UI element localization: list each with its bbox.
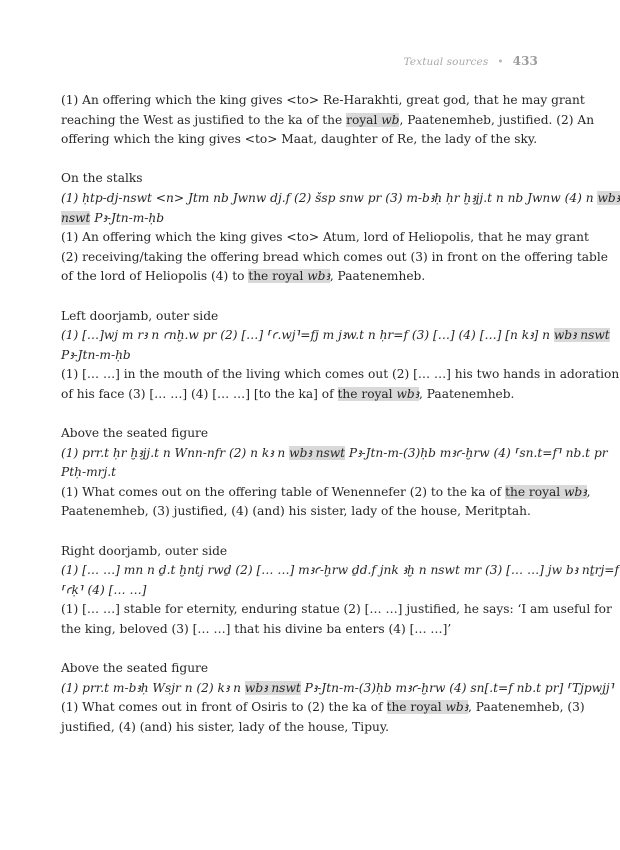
section-heading: On the stalks xyxy=(61,171,143,186)
transliteration-line xyxy=(61,189,620,209)
text-run: (1) ḥtp-dj-nswt <n> Jtm nb Jwnw dj.f (2) šsp snw pr (3) m-bꜣḥ ḥr ḫꜣjj.t n nb Jwnw (4) n xyxy=(61,190,598,205)
text-run: (1) What comes out on the offering table of Wenennefer (2) to the ka of xyxy=(61,484,506,499)
translation-line: (2) receiving/taking the offering bread which comes out (3) in front on the offering table xyxy=(61,249,608,264)
section-heading: Above the seated figure xyxy=(61,426,209,441)
text-run: royal xyxy=(346,112,382,127)
highlight-wb: wbꜣ xyxy=(597,190,620,205)
section-heading: Left doorjamb, outer side xyxy=(61,308,219,323)
text-run: (1) prr.t ḥr ḫꜣjj.t n Wnn-nfr (2) n kꜣ n xyxy=(61,445,290,460)
text-run: Pꜣ-Jtn-m-(3)ḥb mꜣꜥ-ḫrw (4) sn[.t=f nb.t pr] ⸢Tjpwjj⸣ xyxy=(300,680,615,695)
translation-line: Paatenemheb, (3) justified, (4) (and) his sister, lady of the house, Meritptah. xyxy=(61,504,531,519)
text-run: (1) […]wj m rꜣ n ꜥnḫ.w pr (2) […] ⸢ꜥ.wj⸣=fj m jꜣw.t n ḥr=f (3) […] (4) […] [n kꜣ] n xyxy=(61,328,554,343)
running-title: Textual sources xyxy=(403,56,489,68)
highlight-wb-nswt: wbꜣ nswt xyxy=(289,445,346,460)
text-run: wb xyxy=(381,112,400,127)
text-line: (1) An offering which the king gives <to> Re-Harakhti, great god, that he may grant xyxy=(61,93,585,107)
text-run: , Paatenemheb. xyxy=(419,386,515,401)
text-line xyxy=(61,111,595,131)
text-run: reaching the West as justified to the ka of the xyxy=(61,112,347,127)
section-left-doorjamb xyxy=(61,307,620,405)
text-run: the royal xyxy=(386,700,446,715)
transliteration-line xyxy=(61,444,608,464)
section-heading: Right doorjamb, outer side xyxy=(61,543,228,558)
highlight-wb-nswt: wbꜣ nswt xyxy=(553,328,610,343)
text-run: wbꜣ xyxy=(564,484,587,499)
highlight-nswt: nswt xyxy=(61,210,91,225)
translation-line: (1) An offering which the king gives <to> Atum, lord of Heliopolis, that he may grant xyxy=(61,230,589,245)
text-run: of the lord of Heliopolis (4) to xyxy=(61,269,249,284)
text-run: (1) prr.t m-bꜣḥ Wsjr n (2) kꜣ n xyxy=(61,680,245,695)
text-run: the royal xyxy=(337,386,397,401)
section-stalks xyxy=(61,169,620,287)
text-run: Pꜣ-Jtn-m-ḥb xyxy=(90,210,165,225)
text-run: Pꜣ-Jtn-m-(3)ḥb mꜣꜥ-ḫrw (4) ⸢sn.t=f⸣ nb.t pr xyxy=(345,445,608,460)
highlight-royal-wb xyxy=(248,269,330,283)
translation-line xyxy=(61,267,539,287)
text-run: , Paatenemheb, (3) xyxy=(468,700,585,715)
text-run: of his face (3) [… …] (4) [… …] [to the ka] of xyxy=(61,386,338,401)
text-run: wbꜣ xyxy=(445,700,469,715)
text-run: (1) What comes out in front of Osiris to (2) the ka of xyxy=(61,700,387,715)
translation-line: justified, (4) (and) his sister, lady of the house, Tipuy. xyxy=(61,720,389,734)
main-text xyxy=(61,91,620,738)
translation-line xyxy=(61,483,591,503)
header-separator: • xyxy=(497,56,504,68)
text-run: wbꜣ xyxy=(307,269,330,284)
transliteration-line: Ptḥ-mrj.t xyxy=(61,465,116,480)
transliteration-line: (1) [… …] mn n ḏ.t ḫntj rwḏ (2) [… …] mꜣꜥ-ḫrw ḏd.f jnk ꜣḫ n nswt mr (3) [… …] jw bꜣ nṯrj=f xyxy=(61,563,619,578)
translation-line xyxy=(61,385,539,405)
text-run: wbꜣ xyxy=(396,386,420,401)
highlight-royal-wb xyxy=(338,387,420,401)
transliteration-line xyxy=(61,679,615,699)
highlight-royal-wb xyxy=(346,113,399,127)
running-header xyxy=(404,54,538,68)
section-seated-figure-1 xyxy=(61,424,608,522)
transliteration-line: Pꜣ-Jtn-m-ḥb xyxy=(61,347,131,362)
transliteration-line xyxy=(61,326,610,346)
transliteration-line: ⸢ꜥḳ⸣ (4) [… …] xyxy=(61,582,147,597)
translation-line xyxy=(61,698,585,718)
text-run: , Paatenemheb. xyxy=(329,269,426,284)
highlight-royal-wb xyxy=(505,485,587,499)
section-heading: Above the seated figure xyxy=(61,661,209,676)
translation-line: (1) [… …] in the mouth of the living which comes out (2) [… …] his two hands in adoration xyxy=(61,367,620,382)
highlight-royal-wb xyxy=(387,700,469,714)
translation-line: (1) [… …] stable for eternity, enduring statue (2) [… …] justified, he says: ‘I am useful for xyxy=(61,602,612,617)
transliteration-line xyxy=(61,209,539,229)
translation-line: the king, beloved (3) [… …] that his divine ba enters (4) [… …]’ xyxy=(61,622,452,637)
text-line: offering which the king gives <to> Maat, daughter of Re, the lady of the sky. xyxy=(61,132,538,147)
highlight-wb-nswt: wbꜣ nswt xyxy=(244,680,301,695)
intro-paragraph xyxy=(61,91,595,150)
text-run: the royal xyxy=(248,269,308,284)
section-right-doorjamb xyxy=(61,542,619,640)
section-seated-figure-2 xyxy=(61,659,615,737)
page-number: 433 xyxy=(512,54,538,68)
text-run: the royal xyxy=(505,484,564,499)
text-run: , Paatenemheb, justified. (2) An xyxy=(399,112,595,127)
text-run: , xyxy=(586,484,591,499)
